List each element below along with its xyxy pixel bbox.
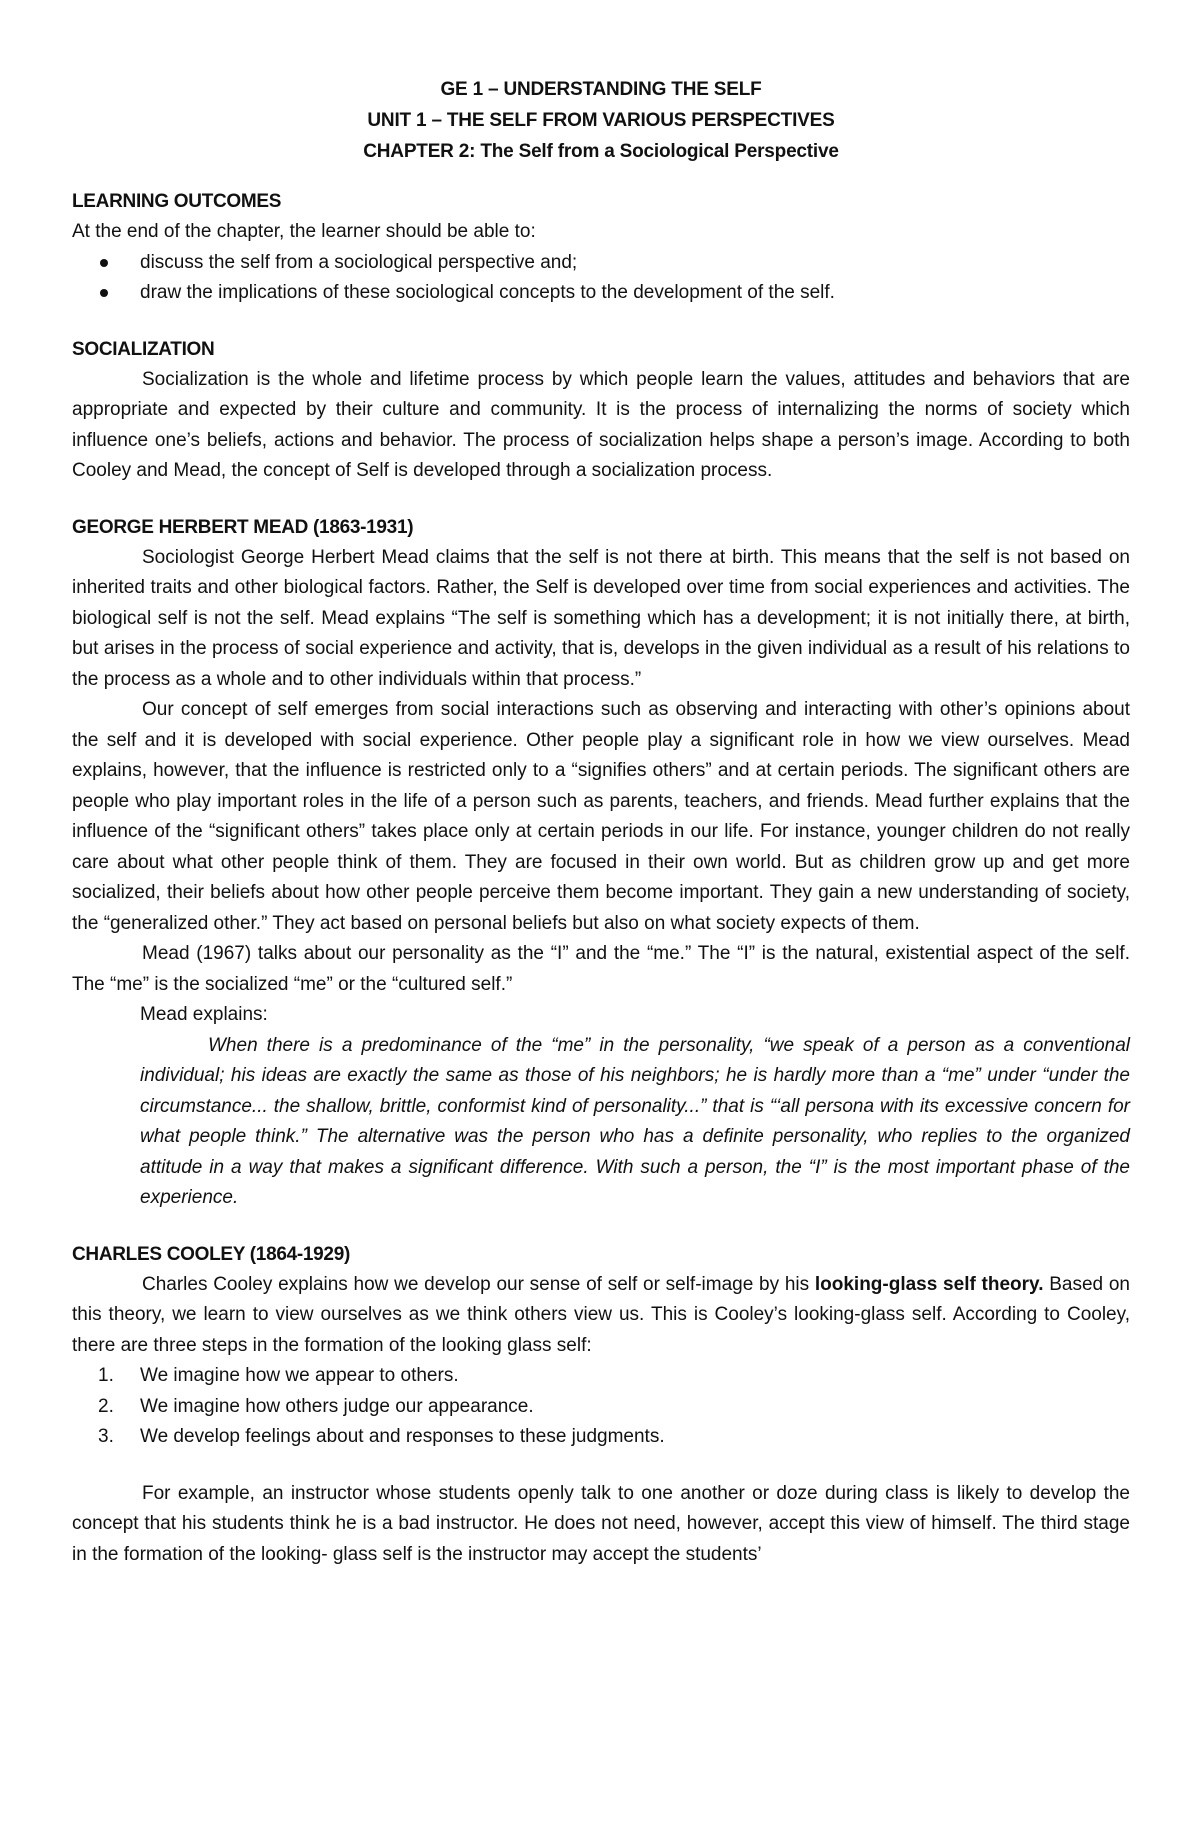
bullet-icon — [100, 289, 108, 297]
bullet-icon — [100, 259, 108, 267]
cooley-paragraph-2: For example, an instructor whose students openly talk to one another or doze during class is likely to develop the concept that his students think he is a bad instructor. He does not need, however, accept this view of himself. The third stage in the formation of the looking- glass self is the instructor may accept the students’ — [72, 1482, 1130, 1565]
learning-outcomes-heading: LEARNING OUTCOMES — [72, 191, 282, 212]
mead-section — [72, 513, 1130, 1214]
learning-outcomes-list — [72, 248, 1130, 309]
list-item: draw the implications of these sociological concepts to the development of the self. — [72, 278, 1130, 309]
course-title: GE 1 – UNDERSTANDING THE SELF — [440, 79, 762, 100]
looking-glass-term: looking-glass self theory. — [814, 1273, 1044, 1295]
list-item: 1. We imagine how we appear to others. — [98, 1365, 459, 1386]
mead-quote: When there is a predominance of the “me” in the personality, “we speak of a person as a conventional individual; his ideas are exactly the same as those of his neighbors; he is hardly more than a “me” under “under the circumstance... the shallow, brittle, conformist kind of personality...” that is “‘all persona with its excessive concern for what people think.” The alternative was the person who has a definite personality, who replies to the organized attitude in a way that makes a significant difference. With such a person, the “I” is the most important phase of the experience. — [140, 1034, 1130, 1208]
looking-glass-steps-list — [72, 1361, 1130, 1453]
chapter-title: CHAPTER 2: The Self from a Sociological Perspective — [363, 141, 839, 162]
cooley-section — [72, 1240, 1130, 1571]
socialization-paragraph: Socialization is the whole and lifetime process by which people learn the values, attitudes and behaviors that are appropriate and expected by their culture and community. It is the process of internalizing the norms of society which influence one’s beliefs, actions and behavior. The process of socialization helps shape a person’s image. According to both Cooley and Mead, the concept of Self is developed through a socialization process. — [72, 368, 1130, 481]
list-item: discuss the self from a sociological perspective and; — [72, 248, 1130, 279]
list-item: 3. We develop feelings about and responses to these judgments. — [98, 1426, 665, 1447]
learning-outcomes-section — [72, 187, 1130, 309]
socialization-section — [72, 335, 1130, 487]
mead-paragraph-2: Our concept of self emerges from social interactions such as observing and interacting with other’s opinions about the self and it is developed with social experience. Other people play a significant role in how we view ourselves. Mead explains, however, that the influence is restricted only to a “signifies others” and at certain periods. The significant others are people who play important roles in the life of a person such as parents, teachers, and friends. Mead further explains that the influence of the “significant others” takes place only at certain periods in our life. For instance, younger children do not really care about what other people think of them. They are focused in their own world. But as children grow up and get more socialized, their beliefs about how other people perceive them become important. They gain a new understanding of society, the “generalized other.” They act based on personal beliefs but also on what society expects of them. — [72, 699, 1130, 934]
learning-outcomes-intro: At the end of the chapter, the learner should be able to: — [72, 221, 536, 242]
cooley-paragraph-1: Charles Cooley explains how we develop our sense of self or self-image by his looking-glass self theory. Based on this theory, we learn to view ourselves as we think others view us. This is Cooley’s looking-glass self. According to Cooley, there are three steps in the formation of the looking glass self: — [72, 1273, 1130, 1356]
list-item: 2. We imagine how others judge our appearance. — [98, 1395, 534, 1417]
mead-paragraph-1: Sociologist George Herbert Mead claims that the self is not there at birth. This means that the self is not based on inherited traits and other biological factors. Rather, the Self is developed over time from social experiences and activities. The biological self is not the self. Mead explains “The self is something which has a development; it is not initially there, at birth, but arises in the process of social experience and activity, that is, develops in the given individual as a result of his relations to the process as a whole and to other individuals within that process.” — [72, 546, 1130, 690]
cooley-heading: CHARLES COOLEY (1864-1929) — [72, 1243, 350, 1265]
mead-quote-lead: Mead explains: — [140, 1004, 268, 1025]
mead-paragraph-3: Mead (1967) talks about our personality as the “I” and the “me.” The “I” is the natural, existential aspect of the self. The “me” is the socialized “me” or the “cultured self.” — [72, 943, 1130, 995]
mead-heading: GEORGE HERBERT MEAD (1863-1931) — [72, 516, 414, 538]
unit-title: UNIT 1 – THE SELF FROM VARIOUS PERSPECTIVES — [367, 110, 835, 131]
socialization-heading: SOCIALIZATION — [72, 338, 215, 360]
document-header — [72, 74, 1130, 167]
